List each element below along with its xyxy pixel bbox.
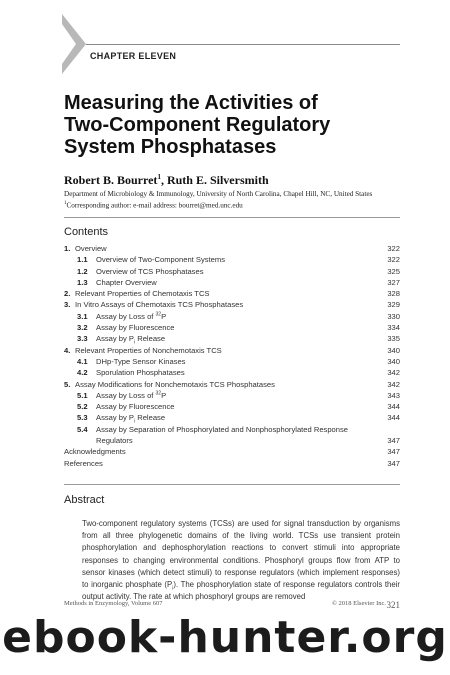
toc-item-3-3[interactable]: [64, 333, 400, 344]
toc-text: DHp-Type Sensor Kinases: [96, 356, 186, 366]
toc-item-4[interactable]: [64, 345, 400, 356]
toc-text: [96, 333, 165, 344]
authors: [64, 173, 269, 188]
abstract-heading: Abstract: [64, 494, 105, 506]
toc-item-5[interactable]: [64, 379, 400, 390]
toc-page: 340: [387, 345, 400, 355]
abstract-top-rule: [64, 484, 400, 485]
toc-num: 3.2: [77, 323, 88, 333]
toc-item-1-2[interactable]: [64, 266, 400, 277]
toc-page: 340: [387, 356, 400, 366]
toc-text: Acknowledgments: [64, 447, 126, 457]
toc-page: 328: [387, 289, 400, 299]
toc-num: 4.1: [77, 356, 88, 366]
toc-item-references[interactable]: [64, 458, 400, 469]
toc-item-3-1[interactable]: [64, 311, 400, 322]
toc-num: 2.: [64, 289, 71, 299]
toc-text-part: Assay by P: [96, 413, 134, 423]
toc-item-1-3[interactable]: [64, 277, 400, 288]
toc-num: 3.3: [77, 334, 88, 344]
toc-text: Chapter Overview: [96, 277, 157, 287]
toc-text: [96, 412, 165, 423]
toc-item-acknowledgments[interactable]: [64, 446, 400, 457]
abstract-text-cont: ). The phosphorylation state of response regulators controls their output activity. The rate at which phosphoryl groups are removed: [82, 580, 401, 602]
toc-item-4-1[interactable]: [64, 356, 400, 367]
toc-text: Assay Modifications for Nonchemotaxis TCS Phosphatases: [75, 379, 275, 389]
abstract-body: [82, 518, 400, 603]
author-2: Ruth E. Silversmith: [166, 173, 269, 187]
toc-item-5-3[interactable]: [64, 412, 400, 423]
toc-text-part: Release: [135, 334, 166, 344]
toc-text: Assay by Fluorescence: [96, 402, 175, 412]
abstract-text: Two-component regulatory systems (TCSs) are used for signal transduction by organisms from all three phylogenetic domains of the living world. TCSs use transient protein phosphorylation and dephosphorylation reactions to convert stimuli into appropriate responses to changing environmental conditions. Phosphoryl groups flow from ATP to sensor kinases (which detect stimuli) to response regulators (which implement responses) to inorganic phosphate (P: [82, 519, 400, 590]
toc-item-4-2[interactable]: [64, 367, 400, 378]
toc-page: 334: [387, 323, 400, 333]
toc-page: 343: [387, 390, 400, 400]
toc-page: 342: [387, 379, 400, 389]
toc-page: 325: [387, 266, 400, 276]
corresponding-footnote-mark: 1: [64, 201, 67, 206]
toc-num: 1.3: [77, 277, 88, 287]
toc-item-5-2[interactable]: [64, 401, 400, 412]
toc-page: 322: [387, 244, 400, 253]
toc-text: Relevant Properties of Chemotaxis TCS: [75, 289, 210, 299]
header-rule: [86, 44, 400, 45]
toc-page: 330: [387, 311, 400, 321]
toc-num: 5.3: [77, 413, 88, 423]
toc-num: 4.2: [77, 368, 88, 378]
toc-page: 344: [387, 402, 400, 412]
toc-num: 5.1: [77, 390, 88, 400]
toc-text: Relevant Properties of Nonchemotaxis TCS: [75, 345, 222, 355]
title-line-3: System Phosphatases: [64, 136, 277, 158]
chapter-label: CHAPTER ELEVEN: [90, 51, 177, 61]
toc-page: 347: [387, 458, 400, 468]
toc-page: 347: [387, 447, 400, 457]
toc-num: 5.: [64, 379, 71, 389]
footer-copyright: © 2018 Elsevier Inc.: [331, 600, 386, 607]
affiliation: [64, 190, 372, 210]
toc-page: 335: [387, 334, 400, 344]
toc-item-3-2[interactable]: [64, 322, 400, 333]
toc-text-part: Assay by Loss of: [96, 390, 156, 400]
toc-text-part: Assay by P: [96, 334, 134, 344]
toc-text: [96, 390, 166, 401]
toc-page: 327: [387, 277, 400, 287]
toc-item-5-1[interactable]: [64, 390, 400, 401]
toc-item-1[interactable]: [64, 243, 400, 254]
author-separator: ,: [160, 173, 167, 187]
toc-page: 322: [387, 255, 400, 265]
chapter-chevron-icon: [62, 14, 88, 74]
toc-item-5-4-continued[interactable]: [64, 435, 400, 446]
toc-page: 329: [387, 300, 400, 310]
isotope-superscript: 32: [155, 311, 162, 318]
toc-item-2[interactable]: [64, 288, 400, 299]
title-line-1: Measuring the Activities of: [64, 92, 318, 114]
toc-text: Regulators: [96, 436, 133, 446]
subscript: i: [133, 418, 136, 425]
toc-page: 344: [387, 413, 400, 423]
corresponding-author-line: [64, 199, 372, 210]
toc-text: Assay by Separation of Phosphorylated and Nonphosphorylated Response: [96, 424, 349, 434]
subscript: i: [133, 339, 136, 346]
toc-num: 3.: [64, 300, 71, 310]
toc-text: Overview: [75, 244, 107, 253]
toc-item-1-1[interactable]: [64, 254, 400, 265]
contents-top-rule: [64, 217, 400, 218]
title-line-2: Two-Component Regulatory: [64, 114, 331, 136]
toc-page: 342: [387, 368, 400, 378]
table-of-contents: [64, 243, 400, 469]
toc-text: In Vitro Assays of Chemotaxis TCS Phosphatases: [75, 300, 244, 310]
toc-text-part: Release: [135, 413, 166, 423]
affiliation-line: Department of Microbiology & Immunology, University of North Carolina, Chapel Hill, NC, United States: [64, 190, 373, 198]
toc-num: 1.: [64, 244, 71, 253]
toc-num: 5.2: [77, 402, 88, 412]
toc-num: 5.4: [77, 424, 88, 434]
toc-num: 3.1: [77, 311, 88, 321]
toc-text: [96, 311, 166, 322]
toc-item-5-4[interactable]: [64, 424, 400, 435]
toc-page: 347: [387, 436, 400, 446]
author-1-footnote: 1: [157, 173, 161, 181]
toc-text: Overview of Two-Component Systems: [96, 255, 226, 265]
toc-text: References: [64, 458, 103, 468]
toc-num: 1.1: [77, 255, 88, 265]
toc-item-3[interactable]: [64, 299, 400, 310]
page-number: 321: [386, 600, 400, 610]
contents-heading: Contents: [64, 226, 109, 238]
isotope-superscript: 32: [155, 390, 162, 397]
author-1: Robert B. Bourret: [64, 173, 158, 187]
watermark: ebook-hunter.org: [2, 612, 448, 663]
toc-num: 1.2: [77, 266, 88, 276]
toc-num: 4.: [64, 345, 71, 355]
chapter-title: [64, 92, 404, 158]
toc-text-part: P: [161, 390, 167, 400]
toc-text: Sporulation Phosphatases: [96, 368, 185, 378]
corresponding-author: Corresponding author: e-mail address: bourret@med.unc.edu: [66, 201, 243, 210]
toc-text: Assay by Fluorescence: [96, 323, 175, 333]
toc-text: Overview of TCS Phosphatases: [96, 266, 204, 276]
subscript: i: [172, 585, 174, 592]
toc-text-part: P: [161, 311, 167, 321]
toc-text-part: Assay by Loss of: [96, 311, 156, 321]
footer-journal: Methods in Enzymology, Volume 607: [64, 600, 163, 607]
